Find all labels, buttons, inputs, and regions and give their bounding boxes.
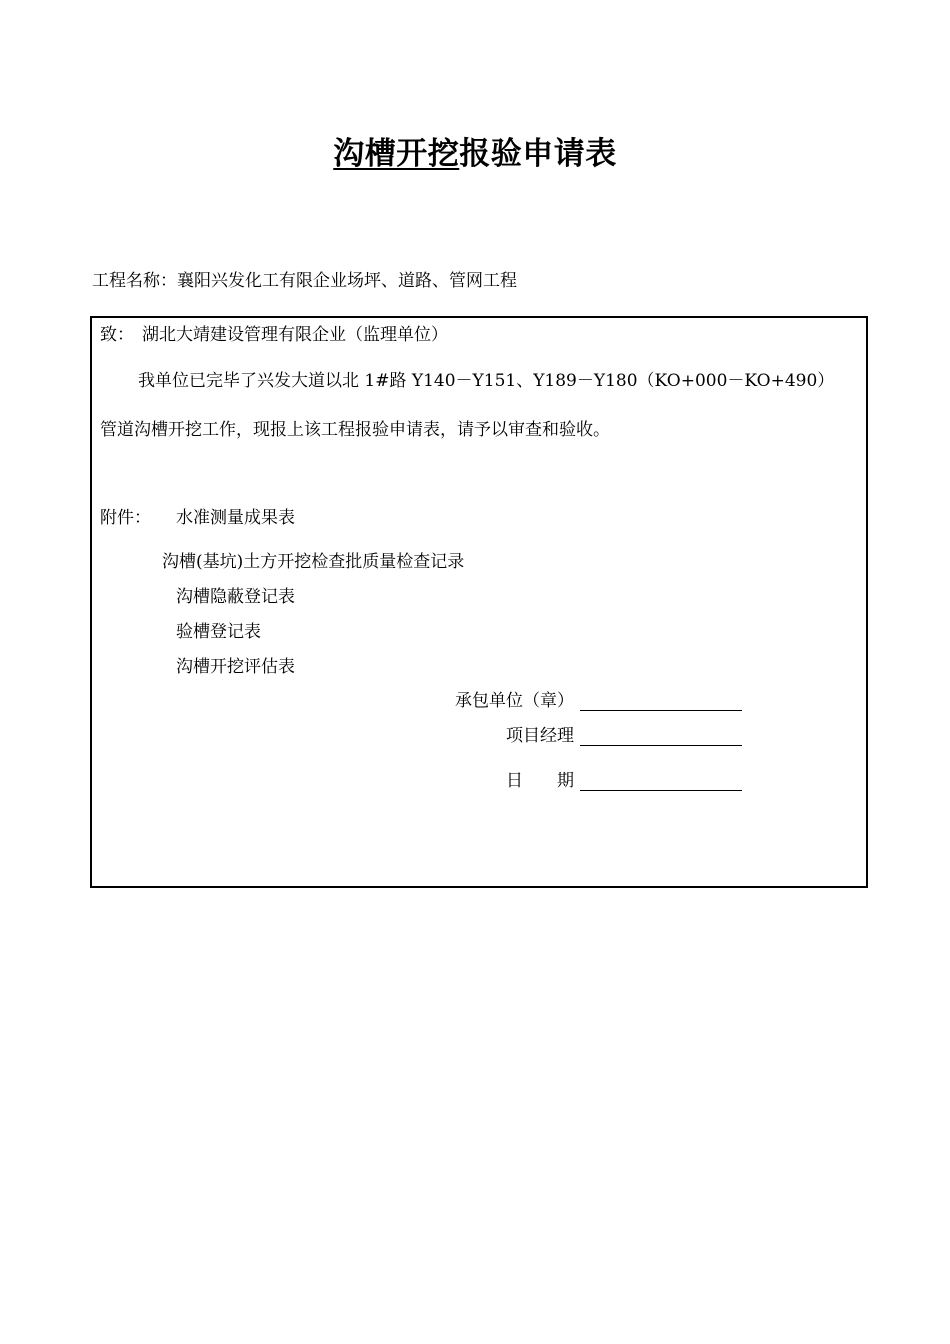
date-row <box>506 766 742 791</box>
attachment-item: 沟槽(基坑)土方开挖检查批质量检查记录 <box>162 552 465 572</box>
attachment-item: 验槽登记表 <box>176 622 261 642</box>
project-name-line <box>92 266 517 291</box>
contractor-signature-row <box>455 686 742 711</box>
attachment-item: 沟槽开挖评估表 <box>176 657 295 677</box>
project-label: 工程名称： <box>92 271 177 291</box>
recipient-label: 致： <box>100 325 134 345</box>
attachment-item: 沟槽隐蔽登记表 <box>176 587 295 607</box>
attachment-item: 水准测量成果表 <box>176 508 295 528</box>
attachments-label: 附件： <box>100 508 151 528</box>
contractor-label: 承包单位（章） <box>455 691 574 711</box>
project-name: 襄阳兴发化工有限企业场坪、道路、管网工程 <box>177 271 517 291</box>
recipient-unit: 湖北大靖建设管理有限企业（监理单位） <box>142 325 448 345</box>
body-text-line-1: 我单位已完毕了兴发大道以北 1#路 Y140－Y151、Y189－Y180（KO+000－KO+490） <box>138 371 835 391</box>
application-form-box <box>90 316 868 888</box>
contractor-seal-field[interactable] <box>580 696 742 711</box>
document-title-rest: 报验申请表 <box>459 136 617 172</box>
manager-label: 项目经理 <box>506 726 574 746</box>
recipient-line <box>100 320 448 345</box>
document-title-underlined: 沟槽开挖 <box>333 136 460 172</box>
date-field[interactable] <box>580 776 742 791</box>
manager-signature-field[interactable] <box>580 731 742 746</box>
document-title <box>0 128 950 173</box>
manager-signature-row <box>506 721 742 746</box>
date-label: 日 期 <box>506 771 574 791</box>
body-text-line-2: 管道沟槽开挖工作，现报上该工程报验申请表，请予以审查和验收。 <box>100 420 610 440</box>
